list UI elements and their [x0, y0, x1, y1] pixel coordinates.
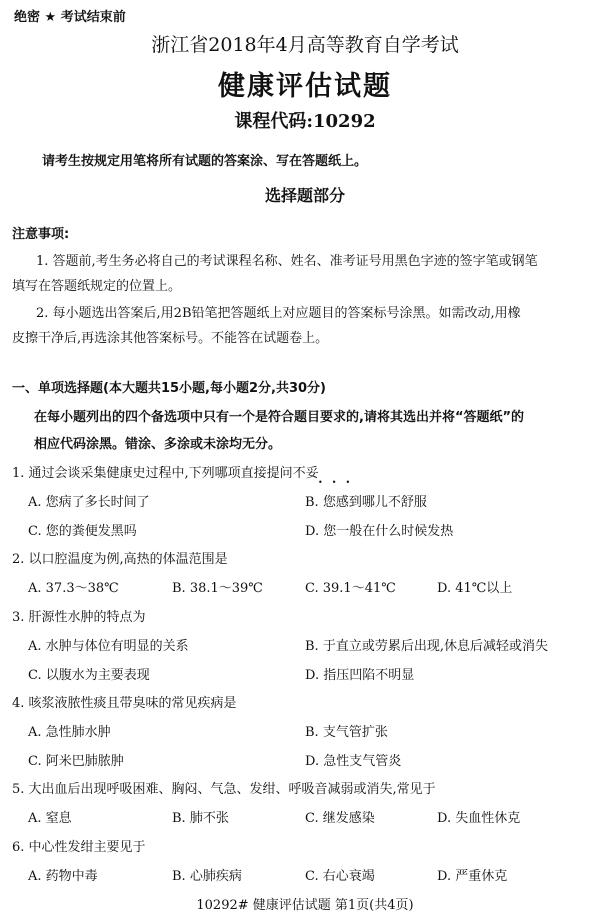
- q1-option-b: B. 您感到哪儿不舒服: [305, 495, 427, 510]
- section-title: 选择题部分: [264, 186, 345, 205]
- q6-option-b: B. 心肺疾病: [172, 869, 242, 884]
- q3-option-a: A. 水肿与体位有明显的关系: [28, 639, 189, 654]
- q1-option-c: C. 您的粪便发黑吗: [28, 524, 137, 539]
- q5-option-b: B. 肺不张: [172, 811, 229, 826]
- exam-title: 浙江省2018年4月高等教育自学考试: [151, 34, 459, 56]
- q2-option-b: B. 38.1～39℃: [172, 581, 263, 596]
- note-2-line-2: 皮擦干净后,再选涂其他答案标号。不能答在试题卷上。: [12, 331, 329, 346]
- q6-option-c: C. 右心衰竭: [305, 869, 375, 884]
- q5-option-c: C. 继发感染: [305, 811, 375, 826]
- question-3-stem: 3. 肝源性水肿的特点为: [12, 610, 146, 625]
- q4-option-c: C. 阿米巴肺脓肿: [28, 754, 124, 769]
- q4-option-a: A. 急性肺水肿: [28, 725, 111, 740]
- question-2-stem: 2. 以口腔温度为例,高热的体温范围是: [12, 552, 228, 567]
- question-5-stem: 5. 大出血后出现呼吸困难、胸闷、气急、发绀、呼吸音减弱或消失,常见于: [12, 782, 436, 797]
- q3-option-c: C. 以腹水为主要表现: [28, 668, 150, 683]
- question-4-stem: 4. 咳浆液脓性痰且带臭味的常见疾病是: [12, 696, 237, 711]
- q5-option-d: D. 失血性休克: [437, 811, 521, 826]
- note-2-line-1: 2. 每小题选出答案后,用2B铅笔把答题纸上对应题目的答案标号涂黑。如需改动,用橡: [36, 306, 521, 321]
- q3-option-b: B. 于直立或劳累后出现,休息后减轻或消失: [305, 639, 548, 654]
- emphasis-dots: •••: [318, 478, 360, 487]
- q1-option-d: D. 您一般在什么时候发热: [305, 524, 454, 539]
- part1-heading: 一、单项选择题(本大题共15小题,每小题2分,共30分): [12, 381, 326, 396]
- q1-option-a: A. 您病了多长时间了: [28, 495, 150, 510]
- q2-option-d: D. 41℃以上: [437, 581, 513, 596]
- note-1-line-1: 1. 答题前,考生务必将自己的考试课程名称、姓名、准考证号用黑色字迹的签字笔或钢笔: [36, 254, 538, 269]
- general-instruction: 请考生按规定用笔将所有试题的答案涂、写在答题纸上。: [42, 154, 368, 169]
- q3-option-d: D. 指压凹陷不明显: [305, 668, 415, 683]
- subject-title: 健康评估试题: [218, 71, 392, 102]
- q4-option-b: B. 支气管扩张: [305, 725, 388, 740]
- question-1-stem: 1. 通过会谈采集健康史过程中,下列哪项直接提问不妥: [12, 466, 319, 481]
- q5-option-a: A. 窒息: [28, 811, 72, 826]
- page-footer: 10292# 健康评估试题 第1页(共4页): [196, 898, 414, 913]
- notes-heading: 注意事项:: [12, 227, 70, 242]
- part1-desc-line-1: 在每小题列出的四个备选项中只有一个是符合题目要求的,请将其选出并将“答题纸”的: [34, 410, 525, 425]
- q2-option-c: C. 39.1～41℃: [305, 581, 396, 596]
- part1-desc-line-2: 相应代码涂黑。错涂、多涂或未涂均无分。: [34, 437, 282, 452]
- q2-option-a: A. 37.3～38℃: [28, 581, 119, 596]
- confidential-label: 绝密 ★ 考试结束前: [14, 10, 126, 25]
- course-code: 课程代码:10292: [234, 111, 376, 132]
- note-1-line-2: 填写在答题纸规定的位置上。: [12, 279, 182, 294]
- q6-option-a: A. 药物中毒: [28, 869, 98, 884]
- q4-option-d: D. 急性支气管炎: [305, 754, 402, 769]
- question-6-stem: 6. 中心性发绀主要见于: [12, 840, 146, 855]
- q6-option-d: D. 严重休克: [437, 869, 508, 884]
